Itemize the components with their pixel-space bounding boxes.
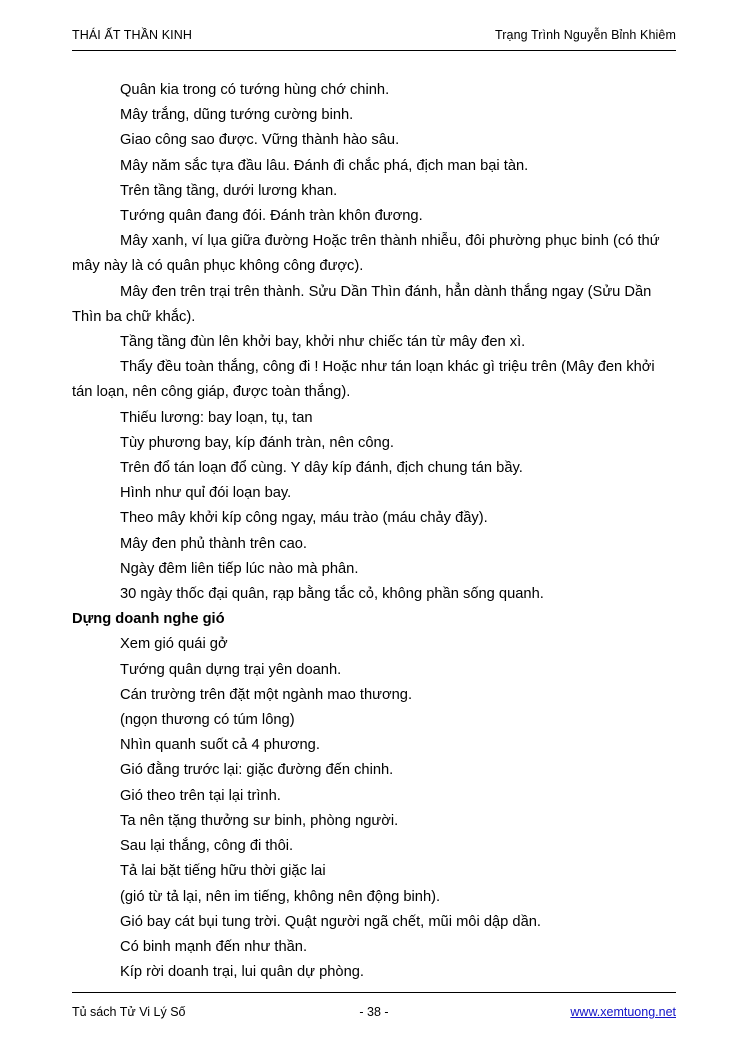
body-line: Trên đổ tán loạn đổ cùng. Y dây kíp đánh, địch chung tán bầy. [120, 460, 523, 477]
body-line: Thẩy đều toàn thắng, công đi ! Hoặc như tán loạn khác gì triệu trên (Mây đen khởi tán loạn, nên công giáp, được toàn thắng). [72, 359, 655, 401]
body-line: Gió đằng trước lại: giặc đường đến chinh. [120, 762, 394, 779]
body-line: Mây đen trên trại trên thành. Sửu Dần Thìn đánh, hẳn dành thắng ngay (Sửu Dần Thìn ba chữ khắc). [72, 283, 652, 325]
body-line: Nhìn quanh suốt cả 4 phương. [120, 737, 320, 754]
body-line: Gió bay cát bụi tung trời. Quật người ngã chết, mũi môi dập dần. [120, 913, 541, 930]
body-line: Tầng tầng đùn lên khởi bay, khởi như chiếc tán từ mây đen xì. [120, 334, 526, 351]
body-heading: Dựng doanh nghe gió [72, 611, 225, 628]
page-body [72, 78, 676, 985]
body-line: 30 ngày thốc đại quân, rạp bằng tắc cỏ, không phần sống quanh. [120, 586, 544, 603]
header-author: Trạng Trình Nguyễn Bỉnh Khiêm [494, 28, 676, 42]
body-line: Tướng quân dựng trại yên doanh. [120, 661, 342, 678]
page-header [72, 28, 676, 42]
footer-page-number: - 38 - [359, 1005, 389, 1019]
body-line: Tùy phương bay, kíp đánh tràn, nên công. [120, 434, 394, 451]
body-line: Theo mây khởi kíp công ngay, máu trào (máu chảy đầy). [120, 510, 488, 527]
body-line: Ngày đêm liên tiếp lúc nào mà phân. [120, 560, 359, 577]
body-line: Gió theo trên tại lại trình. [120, 787, 281, 804]
footer-website-link[interactable]: www.xemtuong.net [570, 1005, 676, 1019]
body-line: Giao công sao được. Vững thành hào sâu. [120, 132, 400, 149]
body-line: Trên tầng tầng, dưới lương khan. [120, 182, 338, 199]
footer-publisher: Tủ sách Tử Vi Lý Số [72, 1005, 186, 1019]
body-line: (ngọn thương có túm lông) [120, 712, 295, 729]
header-book-title: THÁI ẤT THẦN KINH [72, 28, 193, 42]
header-divider [72, 50, 676, 51]
body-line: Mây năm sắc tựa đầu lâu. Đánh đi chắc phá, địch man bại tàn. [120, 157, 529, 174]
body-line: Hình như quỉ đói loạn bay. [120, 485, 292, 502]
body-line: Ta nên tặng thưởng sư binh, phòng người. [120, 812, 399, 829]
body-line: Cán trường trên đặt một ngành mao thương. [120, 686, 413, 703]
body-line: Thiếu lương: bay loạn, tụ, tan [120, 409, 313, 426]
body-line: Có binh mạnh đến như thần. [120, 938, 308, 955]
body-line: Mây trắng, dũng tướng cường binh. [120, 107, 354, 124]
footer-divider [72, 992, 676, 993]
body-line: Mây xanh, ví lụa giữa đường Hoặc trên thành nhiễu, đôi phường phục binh (có thứ mây này là có quân phục không công được). [72, 233, 660, 275]
body-line: (gió từ tả lại, nên im tiếng, không nên động binh). [120, 888, 441, 905]
body-line: Sau lại thắng, công đi thôi. [120, 838, 294, 855]
body-line: Kíp rời doanh trại, lui quân dự phòng. [120, 964, 365, 981]
body-line: Tả lai bặt tiếng hữu thời giặc lai [120, 863, 326, 880]
body-line: Mây đen phủ thành trên cao. [120, 535, 307, 552]
body-line: Quân kia trong có tướng hùng chớ chinh. [120, 82, 390, 98]
body-line: Tướng quân đang đói. Đánh tràn khôn đương. [120, 208, 423, 225]
body-line: Xem gió quái gở [120, 636, 228, 653]
page-footer [72, 1005, 676, 1019]
